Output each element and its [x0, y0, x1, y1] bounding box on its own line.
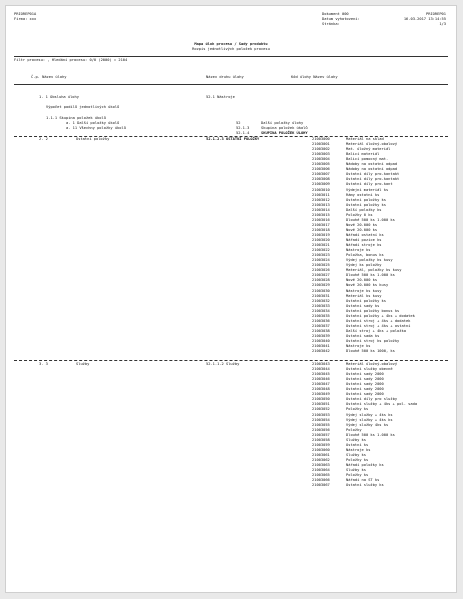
item-name: Výdej služby + 4ks ks: [346, 417, 393, 422]
item-code: 21003008: [312, 177, 330, 182]
item-name: Nové 20.000 ks: [346, 278, 378, 283]
section1-sub-name: Skupina položek úkolů: [261, 126, 308, 130]
item-code: 21003015: [312, 212, 330, 217]
item-code: 21003050: [312, 397, 330, 402]
item-name: Výdej služby 4ks ks: [346, 422, 389, 427]
item-name: Ostatní položky ks: [346, 197, 386, 202]
item-name: Nářadí ostatní ks: [346, 232, 384, 237]
item-code: 21003006: [312, 167, 330, 172]
item-code: 21003060: [312, 447, 330, 452]
report-code: PRIOREP01A: [14, 12, 37, 16]
item-code: 21003034: [312, 308, 330, 313]
item-code: 21003067: [312, 483, 330, 488]
item-code: 21003014: [312, 207, 330, 212]
item-code: 21003003: [312, 152, 330, 157]
item-code: 21003044: [312, 367, 330, 372]
item-name: Materiál, položky ks kusy: [346, 268, 402, 273]
item-name: Položka, bonus ks: [346, 253, 384, 258]
item-name: Ostatní položky + 4ks + dodatek: [346, 313, 415, 318]
section2-number: 2. 2: [39, 137, 48, 141]
item-code: 21003053: [312, 412, 330, 417]
item-code: 21003002: [312, 147, 330, 152]
divider: [14, 56, 448, 57]
report-page: [5, 5, 457, 593]
item-name: Ostatní položky ks: [346, 298, 386, 303]
item-name: Výdej služby + 4ks ks: [346, 412, 393, 417]
item-code: 21003018: [312, 227, 330, 232]
document-label: Dokument 000: [322, 12, 349, 16]
item-name: Nářadí na ST ks: [346, 478, 380, 483]
section1-sub-left: a. 1 Další položky úkolů: [66, 121, 120, 125]
item-code: 21003065: [312, 473, 330, 478]
item-name: Ostatní stroj + 4ks + ostatní: [346, 323, 411, 328]
item-code: 21003019: [312, 232, 330, 237]
item-name: Materiál ks kusy: [346, 293, 382, 298]
section3-number: 3. 3: [39, 362, 48, 366]
item-code: 21003010: [312, 187, 330, 192]
item-name: Rámy ostatní ks: [346, 192, 380, 197]
item-code: 21003052: [312, 407, 330, 412]
item-code: 21003017: [312, 222, 330, 227]
item-code: 21003059: [312, 442, 330, 447]
item-name: Ostatní sady ks: [346, 303, 380, 308]
item-code: 21003000: [312, 137, 330, 141]
item-name: Ostatní položky ks: [346, 202, 386, 207]
section1-row: 1. 1 Obsluha úlohy: [39, 95, 79, 99]
item-code: 21003035: [312, 313, 330, 318]
item-name: Položky: [346, 427, 362, 432]
item-code: 21003026: [312, 268, 330, 273]
item-name: Položky 0 ks: [346, 212, 373, 217]
item-name: Ostatní díly pro-kontakt: [346, 177, 400, 182]
section3-type: 52.1.1.2 Služby: [206, 362, 240, 366]
item-code: 21003005: [312, 162, 330, 167]
item-code: 21003041: [312, 344, 330, 349]
item-code: 21003066: [312, 478, 330, 483]
item-code: 21003031: [312, 293, 330, 298]
item-code: 21003021: [312, 243, 330, 248]
item-name: Výdejní materiál ks: [346, 187, 389, 192]
section1-sub-code: 52: [236, 121, 241, 125]
page-number: 1/3: [439, 22, 446, 26]
section1-sub-name: Další položky úlohy: [261, 121, 304, 125]
item-code: 21003063: [312, 463, 330, 467]
item-name: Dlouhé 500 ks 1.000 ks: [346, 432, 395, 437]
item-name: Ostatní služby obecné: [346, 367, 393, 372]
item-name: Ostatní sady 2000: [346, 387, 384, 392]
item-name: Nářadí pozice ks: [346, 238, 382, 242]
item-code: 21003049: [312, 392, 330, 397]
column-header-type: Název druhu úlohy: [206, 75, 244, 79]
item-name: Ostatní sady 2000: [346, 382, 384, 387]
item-name: Ostatní sady 2000: [346, 392, 384, 397]
page-label: Stránka:: [322, 22, 340, 26]
item-name: Ostatní stroj ks položky: [346, 339, 400, 343]
item-name: Ostatní sady 2000: [346, 377, 384, 382]
item-name: Dlouhé 500 ks 1000, ks: [346, 349, 395, 354]
item-code: 21003058: [312, 437, 330, 442]
item-code: 21003055: [312, 422, 330, 427]
item-code: 21003054: [312, 417, 330, 422]
item-code: 21003047: [312, 382, 330, 387]
item-code: 21003013: [312, 202, 330, 207]
item-name: Výdej ks položky: [346, 263, 382, 268]
section1-sub-code: 52.1.4: [236, 131, 250, 135]
item-code: 21003001: [312, 142, 330, 147]
item-name: Nástroje ks: [346, 248, 371, 253]
document-value: PRIOREP01: [426, 12, 446, 16]
section1-subtitle: Výpočet podílů jednotlivých úkolů: [46, 105, 120, 109]
item-name: Položky ks: [346, 473, 369, 478]
item-name: Materiál úložný-obalový: [346, 362, 398, 366]
item-code: 21003025: [312, 263, 330, 268]
date-value: 16.03.2017 13:14:55: [403, 17, 446, 21]
item-code: 21003024: [312, 258, 330, 263]
item-name: Služby ks: [346, 437, 366, 442]
item-name: Nádoby na ostatní odpad: [346, 162, 398, 167]
item-code: 21003057: [312, 432, 330, 437]
section2-type: 52.1.2.3 OSTATNÍ POLOŽKY: [206, 137, 260, 141]
item-name: Ostatní sada ks: [346, 333, 380, 338]
item-name: Položky ks: [346, 407, 369, 412]
item-name: Služby ks: [346, 452, 366, 457]
item-code: 21003011: [312, 192, 330, 197]
item-name: Ostatní ks: [346, 442, 369, 447]
item-code: 21003027: [312, 273, 330, 278]
item-code: 21003064: [312, 468, 330, 473]
item-name: Ostatní sady 2000: [346, 372, 384, 377]
item-code: 21003039: [312, 333, 330, 338]
item-code: 21003037: [312, 323, 330, 328]
report-subtitle: Rozpis jednotlivých položek procesu: [192, 47, 270, 51]
item-code: 21003043: [312, 362, 330, 366]
item-name: Nové 20.000 ks: [346, 222, 378, 227]
item-name: Ostatní díly pro-kontakt: [346, 172, 400, 177]
item-code: 21003048: [312, 387, 330, 392]
item-name: Ostatní položky bonus ks: [346, 308, 400, 313]
item-code: 21003028: [312, 278, 330, 283]
section2-name: Ostatní položky: [76, 137, 110, 141]
item-name: Balicí pomocný mat.: [346, 157, 389, 162]
item-code: 21003046: [312, 377, 330, 382]
item-name: Ostatní služby + 4ks + pol. sada: [346, 402, 418, 407]
item-name: Materiál na sklad: [346, 137, 384, 141]
column-header-code: Kód úlohy Název úlohy: [291, 75, 338, 79]
item-code: 21003023: [312, 253, 330, 258]
section1-sub-left: a. 11 Všechny položky úkolů: [66, 126, 126, 130]
item-code: 21003007: [312, 172, 330, 177]
divider: [14, 84, 448, 85]
item-name: Nové 20.000 ks kusy: [346, 283, 389, 288]
item-name: Ostatní díly pro-kont: [346, 182, 393, 187]
item-code: 21003061: [312, 452, 330, 457]
column-header-task: Č.p. Název úlohy: [31, 75, 67, 79]
report-title: Mapa úloh procesu / Sady produktu: [194, 42, 268, 46]
date-label: Datum vyhotovení:: [322, 17, 360, 21]
item-code: 21003045: [312, 372, 330, 377]
item-name: Mat. úložný materiál: [346, 147, 391, 152]
item-code: 21003012: [312, 197, 330, 202]
item-name: Položky ks: [346, 457, 369, 462]
item-code: 21003036: [312, 318, 330, 323]
item-code: 21003009: [312, 182, 330, 187]
item-code: 21003016: [312, 217, 330, 222]
item-name: Služby ks: [346, 468, 366, 473]
item-code: 21003056: [312, 427, 330, 432]
item-code: 21003042: [312, 349, 330, 354]
item-name: Nástroje ks: [346, 344, 371, 349]
item-code: 21003051: [312, 402, 330, 407]
item-name: Nástroje ks: [346, 447, 371, 452]
item-code: 21003030: [312, 288, 330, 293]
item-code: 21003062: [312, 457, 330, 462]
item-name: Výdej položky ks kusy: [346, 258, 393, 263]
divider: [14, 360, 448, 361]
item-code: 21003004: [312, 157, 330, 162]
item-name: Dlouhé 500 ks 1.000 ks: [346, 217, 395, 222]
item-code: 21003032: [312, 298, 330, 303]
item-name: Dlouhé 500 ks 1.000 ks: [346, 273, 395, 278]
filter-line: Filtr procesu: , Hledání procesu: 0/0 (2000) = 2104: [14, 58, 128, 62]
section1-sub-left: 1.1.1 Skupina položek úkolů: [46, 116, 106, 120]
item-name: Nářadí stroje ks: [346, 243, 382, 248]
item-name: Další stroj + 4ks + položka: [346, 328, 406, 333]
item-name: Materiál úložný-obalový: [346, 142, 398, 147]
item-name: Ostatní stroj + 4ks + dodatek: [346, 318, 411, 323]
item-code: 21003029: [312, 283, 330, 288]
item-code: 21003033: [312, 303, 330, 308]
item-code: 21003038: [312, 328, 330, 333]
item-code: 21003022: [312, 248, 330, 253]
item-name: Ostatní díly pro služby: [346, 397, 398, 402]
section1-sub-code: 52.1.3: [236, 126, 250, 130]
item-name: Další položky ks: [346, 207, 382, 212]
item-name: Nádoby na ostatní odpad: [346, 167, 398, 172]
item-name: Nástroje ks kusy: [346, 288, 382, 293]
item-name: Ostatní služby ks: [346, 483, 384, 488]
item-name: Nářadí položky ks: [346, 463, 384, 467]
item-code: 21003020: [312, 238, 330, 242]
section1-sub-name: SKUPINA POLOŽEK ÚLOHY: [261, 131, 308, 135]
item-name: Balicí materiál: [346, 152, 380, 157]
company-name: Firma: xxx: [14, 17, 37, 21]
item-code: 21003040: [312, 339, 330, 343]
item-name: Nové 20.000 ks: [346, 227, 378, 232]
section1-type: 52.1 Nástroje: [206, 95, 235, 99]
section3-name: Služby: [76, 362, 90, 366]
